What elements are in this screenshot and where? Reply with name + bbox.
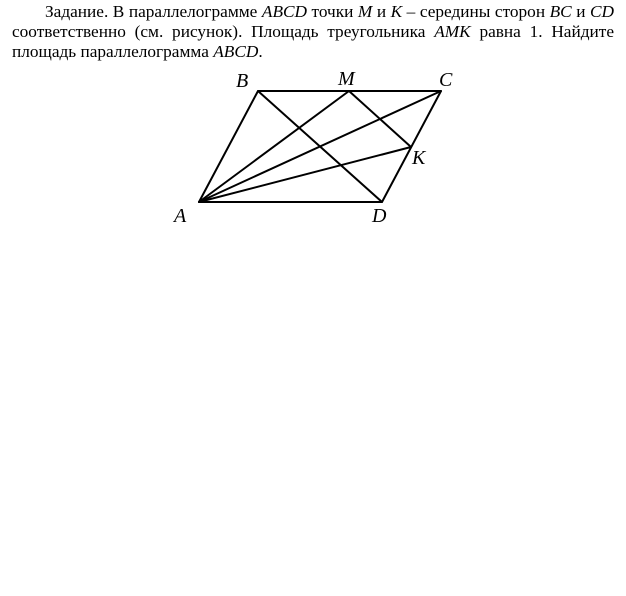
segment-am — [199, 91, 349, 202]
problem-text: точки — [307, 2, 358, 21]
segment-ak — [199, 147, 411, 202]
problem-ref-bc: BC — [549, 2, 572, 21]
label-d: D — [372, 205, 387, 227]
problem-text: . — [258, 42, 263, 61]
problem-text: и — [571, 2, 590, 21]
problem-text: равна 1. Найдите площадь параллелограмма — [12, 22, 614, 61]
problem-text-lead: Задание. В параллелограмме — [45, 2, 262, 21]
diagonal-bd — [258, 91, 382, 202]
problem-ref-m: M — [357, 2, 373, 21]
label-m: M — [338, 68, 355, 90]
label-b: B — [236, 70, 249, 92]
label-c: C — [439, 69, 453, 91]
problem-ref-cd: CD — [589, 2, 614, 21]
problem-ref-k: K — [390, 2, 403, 21]
label-k: K — [412, 147, 426, 169]
problem-ref-abcd: ABCD — [261, 2, 308, 21]
label-a: A — [174, 205, 187, 227]
problem-ref-abcd-2: ABCD — [213, 42, 259, 61]
problem-ref-amk: AMK — [434, 22, 471, 41]
problem-text: соответственно (см. рисунок). Площадь треугольника — [12, 22, 435, 41]
problem-text: – середины сторон — [402, 2, 550, 21]
problem-text: и — [372, 2, 391, 21]
segment-mk — [349, 91, 411, 147]
